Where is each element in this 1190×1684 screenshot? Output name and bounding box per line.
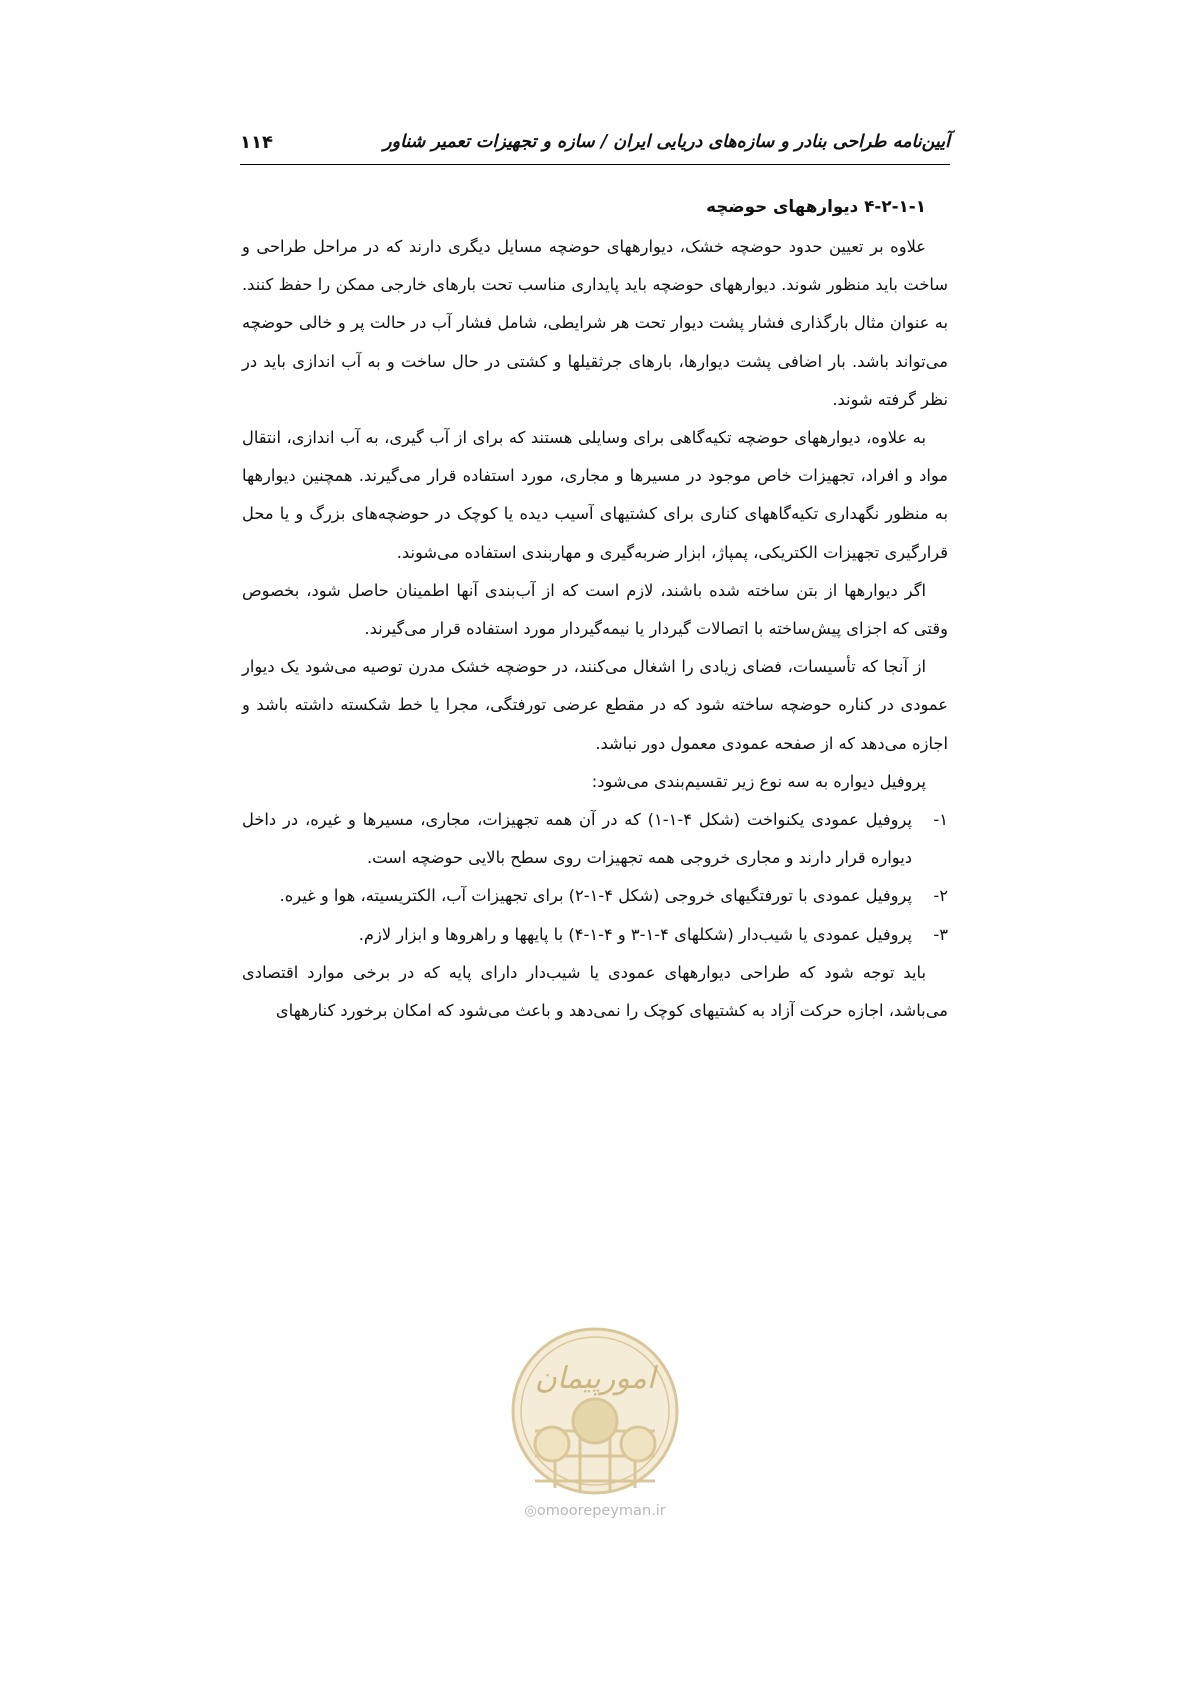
list-item — [242, 877, 948, 915]
list-item — [242, 801, 948, 877]
paragraph: علاوه بر تعیین حدود حوضچه خشک، دیوارههای حوضچه مسایل دیگری دارند که در مراحل طراحی و ساخت باید منظور شوند. دیوارههای حوضچه باید پایداری مناسب تحت بارهای خارجی ممکن را حفظ کنند. به عنوان مثال بارگذاری فشار پشت دیوار تحت هر شرایطی، شامل فشار آب در حالت پر و خالی حوضچه می‌تواند باشد. بار اضافی پشت دیوارها، بارهای جرثقیلها و کشتی در حال ساخت و به آب اندازی باید در نظر گرفته شوند. — [242, 237, 948, 409]
list-item-text: پروفیل عمودی یکنواخت (شکل ۴-۱-۱) که در آن همه تجهیزات، مجاری، مسیرها و غیره، در داخل دیواره قرار دارند و مجاری خروجی همه تجهیزات روی سطح بالایی حوضچه است. — [242, 810, 912, 868]
paragraph: اگر دیوارهها از بتن ساخته شده باشند، لازم است که از آب‌بندی آنها اطمینان حاصل شود، بخصوص وقتی که اجزای پیش‌ساخته با اتصالات گیردار یا نیمه‌گیردار مورد استفاده قرار می‌گیرند. — [242, 580, 948, 639]
list-item-text: پروفیل عمودی با تورفتگیهای خروجی (شکل ۴-۱-۲) برای تجهیزات آب، الکتریسیته، هوا و غیره. — [279, 886, 912, 906]
list-item-text: پروفیل عمودی یا شیب‌دار (شکلهای ۴-۱-۳ و ۴-۱-۴) با پایهها و راهروها و ابزار لازم. — [358, 924, 912, 944]
watermark-url-text: omoorepeyman.ir — [536, 1503, 666, 1519]
paragraph: پروفیل دیواره به سه نوع زیر تقسیم‌بندی می‌شود: — [591, 771, 926, 791]
list-marker: ۳- — [933, 924, 948, 944]
header-divider — [240, 164, 950, 165]
page-header — [240, 122, 950, 162]
watermark-logo-icon — [500, 1326, 690, 1501]
paragraph: باید توجه شود که طراحی دیوارههای عمودی یا شیب‌دار دارای پایه که در برخی موارد اقتصادی می‌باشد، اجازه حرکت آزاد به کشتیهای کوچک را نمی‌دهد و باعث می‌شود که امکان برخورد کنارههای — [242, 962, 948, 1021]
paragraph: به علاوه، دیوارههای حوضچه تکیه‌گاهی برای وسایلی هستند که برای از آب گیری، به آب اندازی، انتقال مواد و افراد، تجهیزات خاص موجود در مسیرها و مجاری، مورد استفاده قرار می‌گیرند. همچنین دیوارهها به منظور نگهداری تکیه‌گاههای کناری برای کشتیهای آسیب دیده یا کوچک در حوضچه‌های بزرگ و یا محل قرارگیری تجهیزات الکتریکی، پمپاژ، ابزار ضربه‌گیری و مهاربندی استفاده می‌شوند. — [242, 428, 948, 562]
globe-icon: ◎ — [524, 1503, 537, 1519]
watermark-url — [490, 1503, 700, 1519]
list-marker: ۱- — [933, 810, 948, 830]
svg-text:امورپیمان: امورپیمان — [534, 1361, 656, 1396]
paragraph: از آنجا که تأسیسات، فضای زیادی را اشغال می‌کنند، در حوضچه خشک مدرن توصیه می‌شود یک دیوار عمودی در کناره حوضچه ساخته شود که در مقطع عرضی تورفتگی، مجرا یا خط شکسته داشته باشد و اجازه می‌دهد که از صفحه عمودی معمول دور نباشد. — [242, 657, 948, 753]
running-title: آیین‌نامه طراحی بنادر و سازه‌های دریایی ایران / سازه و تجهیزات تعمیر شناور — [383, 132, 950, 152]
section-heading: ۴-۲-۱-۱ دیوارههای حوضچه — [706, 196, 926, 216]
list-item — [242, 916, 948, 954]
document-body — [242, 190, 948, 1030]
watermark — [490, 1326, 700, 1519]
list-marker: ۲- — [933, 886, 948, 906]
page-number: ۱۱۴ — [240, 131, 273, 153]
